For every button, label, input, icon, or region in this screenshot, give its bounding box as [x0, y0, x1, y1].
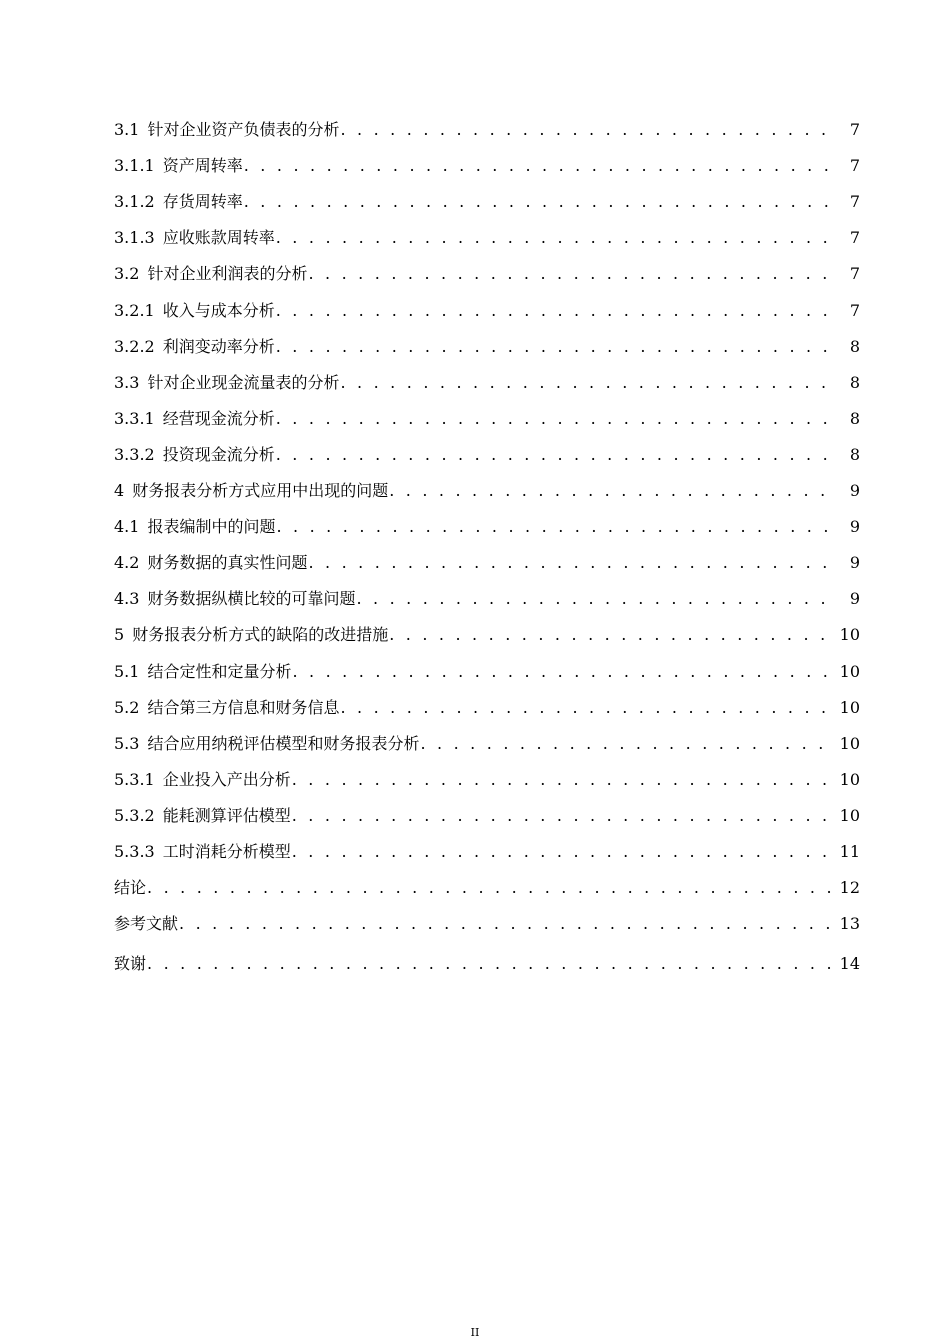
toc-entry-title: 参考文献	[114, 914, 179, 934]
page-footer	[0, 1326, 950, 1340]
toc-entry[interactable]	[114, 112, 860, 148]
toc-dot-leader	[389, 473, 836, 509]
toc-dot-leader	[340, 365, 836, 401]
toc-dot-leader	[276, 293, 836, 329]
toc-entry-number: 5.1	[114, 661, 140, 681]
toc-entry-number: 3.3	[114, 372, 140, 392]
toc-entry-title: 针对企业资产负债表的分析	[147, 120, 340, 140]
toc-entry-page: 9	[849, 553, 860, 573]
toc-dot-leader	[244, 148, 836, 184]
toc-entry[interactable]	[114, 473, 860, 509]
toc-entry-title: 针对企业现金流量表的分析	[147, 372, 340, 392]
toc-entry[interactable]	[114, 401, 860, 437]
toc-dot-leader	[292, 762, 836, 798]
toc-entry[interactable]	[114, 365, 860, 401]
toc-entry-title: 财务报表分析方式的缺陷的改进措施	[132, 625, 389, 645]
toc-entry[interactable]	[114, 184, 860, 220]
toc-entry[interactable]	[114, 726, 860, 762]
toc-entry-page: 7	[849, 120, 860, 140]
toc-dot-leader	[356, 581, 836, 617]
toc-dot-leader	[276, 509, 836, 545]
toc-entry-title: 结合定性和定量分析	[147, 661, 292, 681]
toc-entry-page: 9	[849, 481, 860, 501]
toc-entry-page: 9	[849, 589, 860, 609]
toc-entry-number: 5.3.2	[114, 805, 155, 825]
page-number: II	[470, 1326, 480, 1339]
toc-dot-leader	[147, 946, 836, 982]
toc-dot-leader	[292, 834, 836, 870]
toc-entry-page: 10	[839, 625, 860, 645]
toc-entry-number: 5.2	[114, 697, 140, 717]
toc-entry-number: 3.3.2	[114, 444, 155, 464]
toc-entry[interactable]	[114, 329, 860, 365]
toc-dot-leader	[308, 545, 836, 581]
toc-entry[interactable]	[114, 653, 860, 689]
toc-entry-page: 7	[849, 228, 860, 248]
toc-entry-page: 7	[849, 192, 860, 212]
toc-entry[interactable]	[114, 437, 860, 473]
toc-entry-page: 7	[849, 156, 860, 176]
toc-entry-title: 财务数据纵横比较的可靠问题	[147, 589, 356, 609]
table-of-contents	[114, 112, 860, 982]
toc-entry-title: 财务数据的真实性问题	[147, 553, 308, 573]
toc-dot-leader	[147, 870, 836, 906]
toc-entry-page: 8	[849, 408, 860, 428]
toc-entry-number: 3.1.1	[114, 156, 155, 176]
toc-entry-title: 结论	[114, 878, 147, 898]
toc-dot-leader	[276, 220, 836, 256]
toc-dot-leader	[340, 690, 835, 726]
toc-entry-title: 投资现金流分析	[162, 444, 275, 464]
toc-entry-number: 4	[114, 481, 125, 501]
toc-entry-page: 8	[849, 336, 860, 356]
toc-entry-title: 结合应用纳税评估模型和财务报表分析	[147, 733, 420, 753]
toc-dot-leader	[292, 654, 835, 690]
toc-entry-title: 针对企业利润表的分析	[147, 264, 308, 284]
toc-dot-leader	[276, 401, 836, 437]
toc-entry[interactable]	[114, 798, 860, 834]
toc-entry-title: 工时消耗分析模型	[162, 841, 291, 861]
toc-entry-page: 8	[849, 372, 860, 392]
toc-entry[interactable]	[114, 942, 860, 982]
toc-entry-page: 7	[849, 264, 860, 284]
toc-entry[interactable]	[114, 545, 860, 581]
toc-dot-leader	[340, 112, 836, 148]
toc-entry-page: 13	[839, 914, 860, 934]
toc-entry-page: 10	[839, 769, 860, 789]
toc-entry-number: 3.1	[114, 120, 140, 140]
toc-entry-page: 11	[839, 841, 860, 861]
toc-entry-number: 5.3.1	[114, 769, 155, 789]
toc-entry-title: 结合第三方信息和财务信息	[147, 697, 340, 717]
toc-entry[interactable]	[114, 906, 860, 942]
toc-entry-page: 10	[839, 661, 860, 681]
toc-entry-title: 经营现金流分析	[162, 408, 275, 428]
toc-entry-page: 10	[839, 733, 860, 753]
toc-dot-leader	[179, 906, 836, 942]
toc-entry-page: 8	[849, 444, 860, 464]
toc-entry-title: 应收账款周转率	[162, 228, 275, 248]
toc-entry-page: 10	[839, 697, 860, 717]
toc-entry[interactable]	[114, 509, 860, 545]
toc-entry-page: 12	[839, 878, 860, 898]
toc-entry-title: 存货周转率	[162, 192, 243, 212]
toc-entry-page: 9	[849, 517, 860, 537]
toc-entry[interactable]	[114, 256, 860, 292]
toc-entry-number: 4.2	[114, 553, 140, 573]
toc-entry[interactable]	[114, 870, 860, 906]
toc-entry[interactable]	[114, 617, 860, 653]
toc-entry-number: 5.3.3	[114, 841, 155, 861]
toc-entry-title: 财务报表分析方式应用中出现的问题	[132, 481, 389, 501]
toc-entry-title: 致谢	[114, 954, 147, 974]
toc-dot-leader	[389, 617, 835, 653]
toc-dot-leader	[276, 329, 836, 365]
toc-entry[interactable]	[114, 762, 860, 798]
toc-entry-number: 3.3.1	[114, 408, 155, 428]
toc-entry-title: 企业投入产出分析	[162, 769, 291, 789]
toc-dot-leader	[308, 256, 836, 292]
toc-entry-number: 3.1.3	[114, 228, 155, 248]
toc-entry-title: 资产周转率	[162, 156, 243, 176]
toc-entry-title: 利润变动率分析	[162, 336, 275, 356]
toc-dot-leader	[292, 798, 836, 834]
toc-dot-leader	[276, 437, 836, 473]
toc-entry-number: 3.2	[114, 264, 140, 284]
toc-entry-page: 7	[849, 300, 860, 320]
toc-entry-number: 3.2.2	[114, 336, 155, 356]
toc-entry-page: 10	[839, 805, 860, 825]
toc-entry[interactable]	[114, 292, 860, 328]
toc-entry[interactable]	[114, 690, 860, 726]
toc-entry-number: 3.1.2	[114, 192, 155, 212]
toc-entry-title: 能耗测算评估模型	[162, 805, 291, 825]
toc-dot-leader	[244, 184, 836, 220]
toc-entry[interactable]	[114, 220, 860, 256]
toc-entry-number: 4.3	[114, 589, 140, 609]
toc-entry-number: 5.3	[114, 733, 140, 753]
toc-entry-title: 收入与成本分析	[162, 300, 275, 320]
toc-entry-title: 报表编制中的问题	[147, 517, 276, 537]
toc-entry[interactable]	[114, 834, 860, 870]
toc-dot-leader	[420, 726, 835, 762]
toc-entry[interactable]	[114, 581, 860, 617]
toc-entry-page: 14	[839, 954, 860, 974]
toc-entry-number: 5	[114, 625, 125, 645]
toc-entry[interactable]	[114, 148, 860, 184]
toc-entry-number: 4.1	[114, 517, 140, 537]
toc-entry-number: 3.2.1	[114, 300, 155, 320]
